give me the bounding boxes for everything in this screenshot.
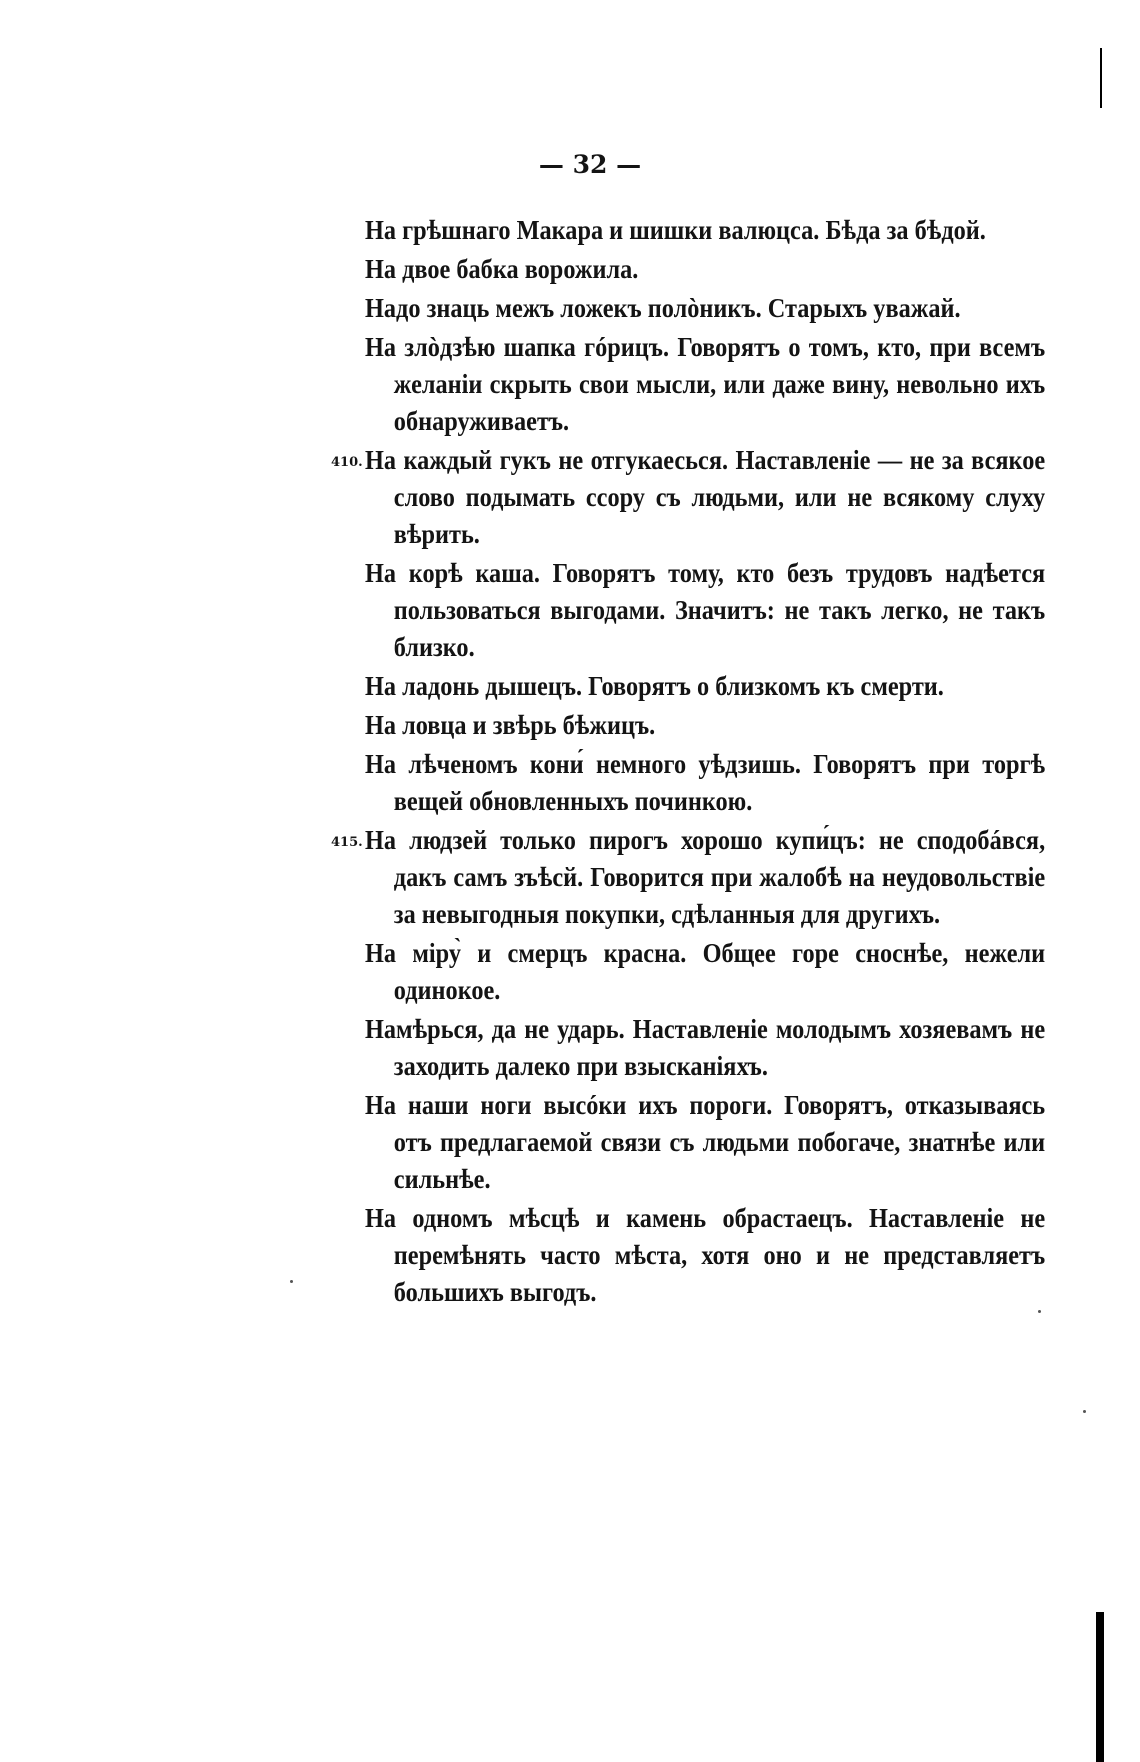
proverb-entry [365,290,1017,327]
proverb-entry [365,329,1046,440]
proverb-entry [331,442,1046,553]
entry-number: 415. [331,835,363,850]
page-edge-mark [1096,1612,1104,1762]
proverb-text: На корѣ каша. Говорятъ тому, кто безъ трудовъ надѣется пользоваться выгодами. Значитъ: не такъ легко, не такъ близко. [365,558,1046,662]
proverb-text: На одномъ мѣсцѣ и камень обрастаецъ. Наставленіе не перемѣнять часто мѣста, хотя оно и не представляетъ большихъ выгодъ. [365,1203,1046,1307]
proverb-entry [365,1011,1046,1085]
proverb-entry [365,707,1017,744]
proverb-entry [365,212,1017,249]
proverb-entry [365,935,1046,1009]
scan-speck [1083,1410,1086,1413]
proverb-entry [331,822,1046,933]
page-edge-line [1100,48,1102,108]
proverb-text: На злòдзѣю шапка гóрицъ. Говорятъ о томъ, кто, при всемъ желаніи скрыть свои мысли, или даже вину, невольно ихъ обнаруживаетъ. [365,332,1046,436]
proverb-entry [365,555,1046,666]
proverb-text: На двое бабка ворожила. [365,254,639,284]
proverb-text: На грѣшнаго Макара и шишки валюцса. Бѣда за бѣдой. [365,215,986,245]
proverb-text: Намѣрься, да не ударь. Наставленіе молодымъ хозяевамъ не заходить далеко при взысканіяхъ. [365,1014,1046,1081]
proverb-entry [365,746,1046,820]
proverb-entry [365,668,1017,705]
proverb-entry [365,1087,1046,1198]
proverb-text: На ладонь дышецъ. Говорятъ о близкомъ къ смерти. [365,671,944,701]
scan-speck [1038,1310,1041,1313]
proverb-entry [365,251,1017,288]
proverb-entry [365,1200,1046,1311]
proverb-text: На людзей только пирогъ хорошо купи́цъ: не сподобáвся, дакъ самъ зъѣсй. Говорится при жалобѣ на неудовольствіе за невыгодныя покупки, сдѣланныя для другихъ. [365,825,1046,929]
proverb-text: На міру̀ и смерцъ красна. Общее горе сноснѣе, нежели одинокое. [365,938,1046,1005]
proverb-text: На наши ноги высóки ихъ пороги. Говорятъ, отказываясь отъ предлагаемой связи съ людьми побогаче, знатнѣе или сильнѣе. [365,1090,1046,1194]
proverb-text: На ловца и звѣрь бѣжицъ. [365,710,656,740]
proverb-list [331,212,1046,1313]
page-number: — 32 — [538,150,642,179]
proverb-text: Надо знаць межъ ложекъ полòникъ. Старыхъ уважай. [365,293,961,323]
proverb-text: На лѣченомъ кони́ немного уѣдзишь. Говорятъ при торгѣ вещей обновленныхъ починкою. [365,749,1046,816]
proverb-text: На каждый гукъ не отгукаесься. Наставленіе — не за всякое слово подымать ссору съ людьми, или не всякому слуху вѣрить. [365,445,1046,549]
scan-speck [290,1280,293,1283]
entry-number: 410. [331,455,363,470]
